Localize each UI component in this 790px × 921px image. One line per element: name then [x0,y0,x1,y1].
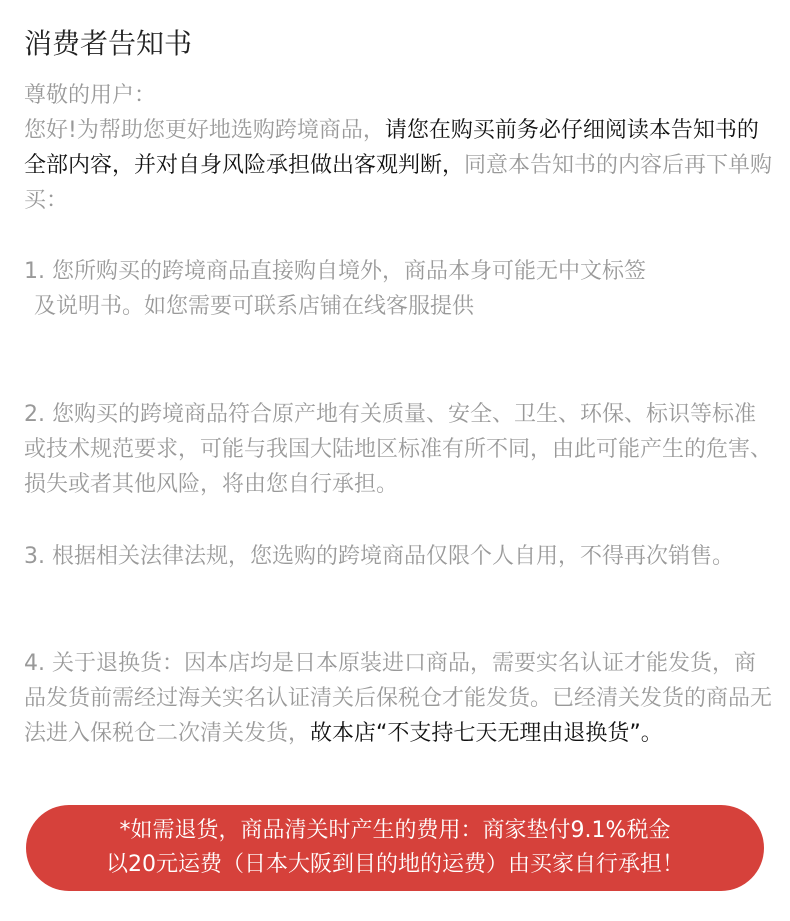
greeting: 尊敬的用户： [24,83,157,108]
banner-line-1: *如需退货，商品清关时产生的费用：商家垫付9.1%税金 [119,818,671,843]
intro-paragraph [24,113,774,218]
notice-item-4-text: 4. 关于退换货：因本店均是日本原装进口商品，需要实名认证才能发货，商品发货前需经过海关实名认证清关后保税仓才能发货。已经清关发货的商品无法进入保税仓二次清关发货， [24,651,773,746]
notice-item-1 [24,254,774,324]
page-title: 消费者告知书 [24,27,193,60]
return-fee-banner [26,805,764,891]
intro-part-1: 您好!为帮助您更好地选购跨境商品， [24,118,385,143]
notice-item-3: 3. 根据相关法律法规，您选购的跨境商品仅限个人自用，不得再次销售。 [24,544,734,569]
banner-line-2: 以20元运费（日本大阪到目的地的运费）由买家自行承担！ [106,852,684,877]
notice-item-2: 2. 您购买的跨境商品符合原产地有关质量、安全、卫生、环保、标识等标准或技术规范要求，可能与我国大陆地区标准有所不同，由此可能产生的危害、损失或者其他风险，将由您自行承担。 [24,402,773,497]
notice-item-1-line-2: 及说明书。如您需要可联系店铺在线客服提供 [34,294,475,319]
notice-item-4 [24,646,774,751]
notice-item-1-line-1: 1. 您所购买的跨境商品直接购自境外，商品本身可能无中文标签 [24,259,646,284]
notice-item-4-highlight: 故本店“不支持七天无理由退换货”。 [310,721,663,746]
intro-part-3: 同意本告知书的内容后再下单购买： [24,153,773,213]
intro-part-2: 请您在购买前务必仔细阅读本告知书的全部内容，并对自身风险承担做出客观判断， [24,118,759,178]
